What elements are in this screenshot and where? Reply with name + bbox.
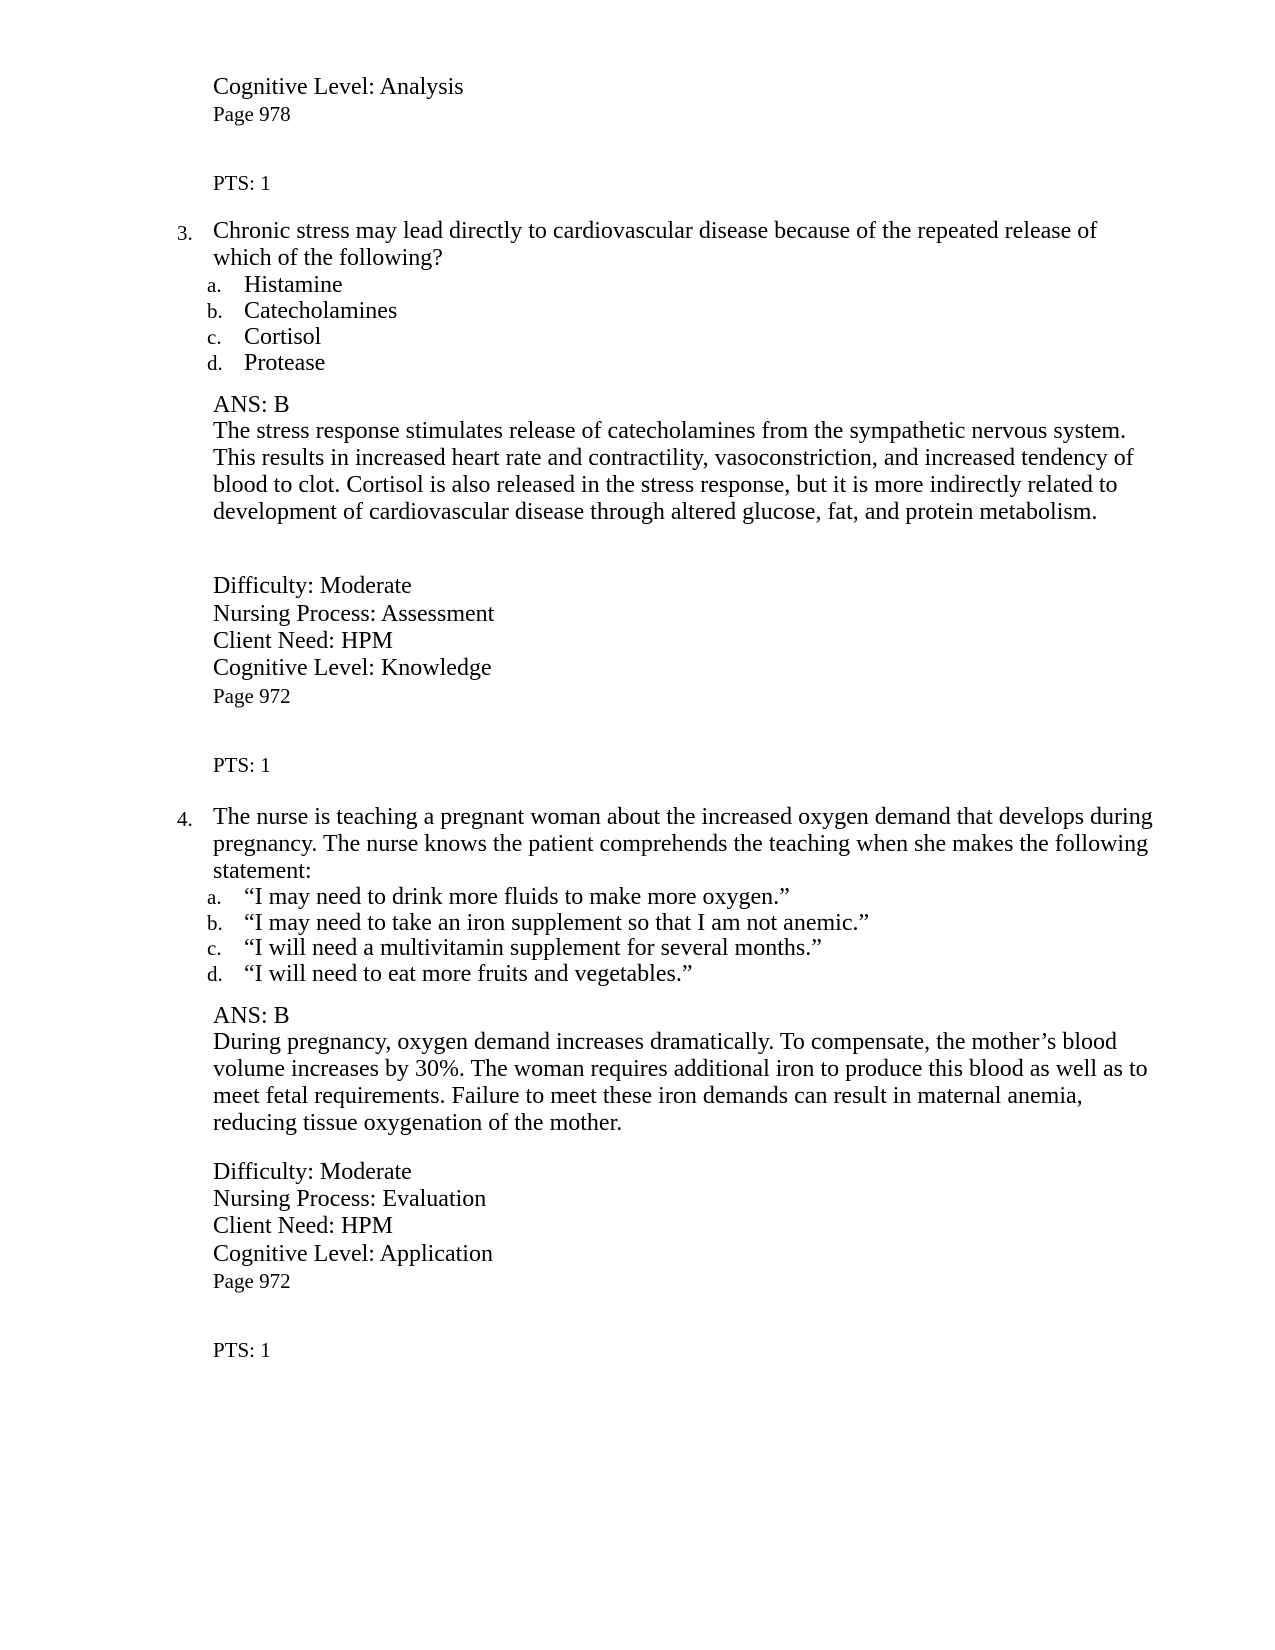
- prev-pts: PTS: 1: [213, 171, 271, 195]
- option-text: Histamine: [244, 272, 343, 298]
- question-stem: Chronic stress may lead directly to cardiovascular disease because of the repeated release of which of the following?: [213, 218, 1098, 271]
- option-text: “I may need to drink more fluids to make more oxygen.”: [244, 884, 790, 910]
- prev-cognitive-level: Cognitive Level: Analysis: [213, 74, 464, 100]
- cognitive-level: Cognitive Level: Knowledge: [213, 655, 492, 681]
- page-ref: Page 972: [213, 1269, 291, 1293]
- option-letter: c.: [207, 325, 222, 349]
- option-letter: b.: [207, 911, 223, 935]
- option-text: “I may need to take an iron supplement so that I am not anemic.”: [244, 910, 870, 936]
- pts: PTS: 1: [213, 753, 271, 777]
- nursing-process: Nursing Process: Assessment: [213, 601, 495, 627]
- option-letter: a.: [207, 885, 222, 909]
- option-text: “I will need a multivitamin supplement for several months.”: [244, 935, 822, 961]
- option-letter: c.: [207, 936, 222, 960]
- option-letter: a.: [207, 273, 222, 297]
- difficulty: Difficulty: Moderate: [213, 1159, 412, 1185]
- difficulty: Difficulty: Moderate: [213, 573, 412, 599]
- client-need: Client Need: HPM: [213, 628, 393, 654]
- option-text: Catecholamines: [244, 298, 398, 324]
- cognitive-level: Cognitive Level: Application: [213, 1241, 493, 1267]
- nursing-process: Nursing Process: Evaluation: [213, 1186, 487, 1212]
- answer-key: ANS: B: [213, 392, 290, 418]
- option-letter: d.: [207, 351, 223, 375]
- option-text: Cortisol: [244, 324, 322, 350]
- option-letter: b.: [207, 299, 223, 323]
- rationale: The stress response stimulates release of catecholamines from the sympathetic nervous system. This results in increased heart rate and contractility, vasoconstriction, and increased tendency of blood to clot. Cortisol is also released in the stress response, but it is more indirectly related to development of cardiovascular disease through altered glucose, fat, and protein metabolism.: [213, 418, 1134, 525]
- page-ref: Page 972: [213, 684, 291, 708]
- prev-page-ref: Page 978: [213, 102, 291, 126]
- option-letter: d.: [207, 962, 223, 986]
- client-need: Client Need: HPM: [213, 1213, 393, 1239]
- option-text: “I will need to eat more fruits and vegetables.”: [244, 961, 693, 987]
- question-number: 3.: [177, 221, 193, 245]
- question-stem: The nurse is teaching a pregnant woman about the increased oxygen demand that develops during pregnancy. The nurse knows the patient comprehends the teaching when she makes the following statement:: [213, 804, 1153, 884]
- question-number: 4.: [177, 807, 193, 831]
- option-text: Protease: [244, 350, 326, 376]
- answer-key: ANS: B: [213, 1003, 290, 1029]
- pts: PTS: 1: [213, 1338, 271, 1362]
- rationale: During pregnancy, oxygen demand increases dramatically. To compensate, the mother’s blood volume increases by 30%. The woman requires additional iron to produce this blood as well as to meet fetal requirements. Failure to meet these iron demands can result in maternal anemia, reducing tissue oxygenation of the mother.: [213, 1029, 1148, 1136]
